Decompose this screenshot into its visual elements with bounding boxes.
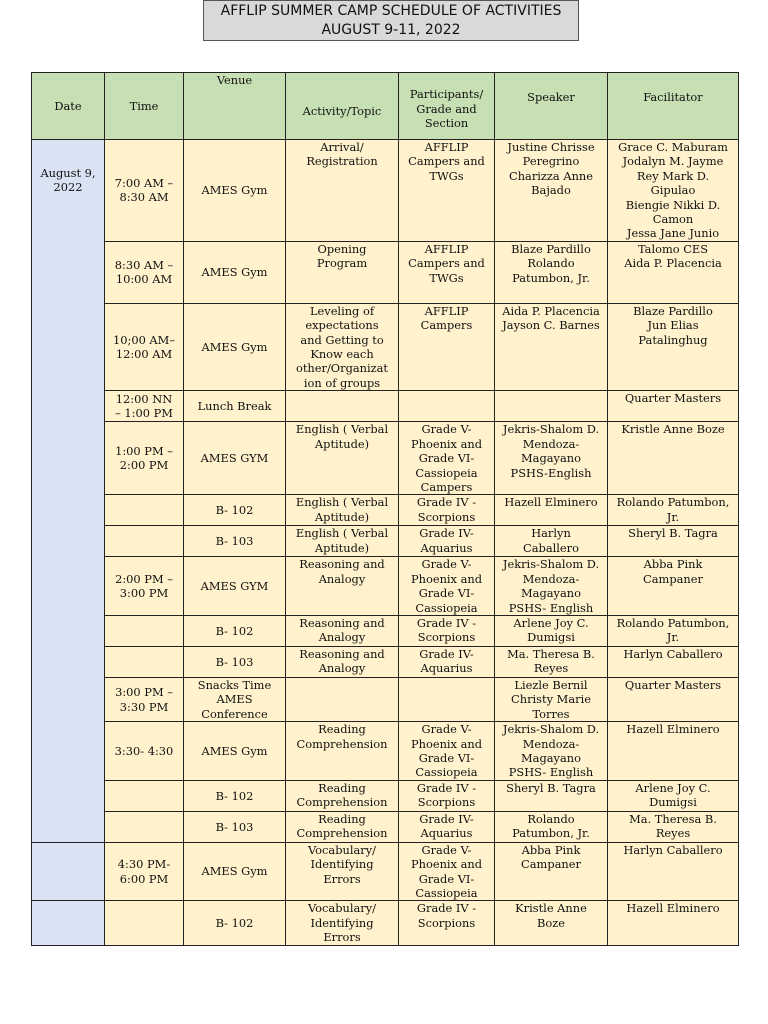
date-cell: August 9, 2022 [32, 140, 105, 843]
time-cell: 10;00 AM– 12:00 AM [105, 303, 184, 390]
facilitator-cell: Quarter Masters [608, 677, 739, 721]
title-line-1: AFFLIP SUMMER CAMP SCHEDULE OF ACTIVITIES [220, 3, 562, 19]
facilitator-cell: Harlyn Caballero [608, 842, 739, 901]
table-row [32, 526, 739, 557]
facilitator-cell: Ma. Theresa B. Reyes [608, 811, 739, 842]
time-cell [105, 495, 184, 526]
table-row [32, 241, 739, 303]
participants-cell: Grade IV- Aquarius [399, 811, 495, 842]
venue-cell: AMES Gym [184, 241, 286, 303]
activity-cell: Reasoning and Analogy [286, 557, 399, 616]
participants-cell: AFFLIP Campers [399, 303, 495, 390]
venue-cell: AMES Gym [184, 722, 286, 781]
speaker-cell: Justine Chrisse Peregrino Charizza Anne Bajado [495, 140, 608, 242]
activity-cell: Reading Comprehension [286, 811, 399, 842]
table-row [32, 140, 739, 242]
table-row [32, 780, 739, 811]
speaker-cell: Aida P. Placencia Jayson C. Barnes [495, 303, 608, 390]
activity-cell: Reasoning and Analogy [286, 615, 399, 646]
header-activity: Activity/Topic [286, 73, 399, 140]
table-row [32, 677, 739, 721]
activity-cell: Vocabulary/ Identifying Errors [286, 901, 399, 945]
facilitator-cell: Hazell Elminero [608, 722, 739, 781]
speaker-cell: Hazell Elminero [495, 495, 608, 526]
time-cell: 12:00 NN – 1:00 PM [105, 391, 184, 422]
time-cell [105, 526, 184, 557]
activity-cell: Arrival/ Registration [286, 140, 399, 242]
venue-cell: AMES Gym [184, 140, 286, 242]
venue-cell: AMES Gym [184, 303, 286, 390]
participants-cell: Grade V- Phoenix and Grade VI- Cassiopeia [399, 842, 495, 901]
document-title [203, 0, 579, 41]
facilitator-cell: Quarter Masters [608, 391, 739, 422]
venue-cell: B- 103 [184, 526, 286, 557]
venue-cell: AMES GYM [184, 557, 286, 616]
facilitator-cell: Kristle Anne Boze [608, 422, 739, 495]
header-participants: Participants/ Grade and Section [399, 73, 495, 140]
table-row [32, 391, 739, 422]
venue-cell: B- 102 [184, 780, 286, 811]
speaker-cell: Jekris-Shalom D. Mendoza- Magayano PSHS- English [495, 557, 608, 616]
date-cell [32, 842, 105, 901]
header-row [32, 73, 739, 140]
schedule-table [31, 72, 739, 946]
time-cell: 1:00 PM – 2:00 PM [105, 422, 184, 495]
participants-cell: Grade V- Phoenix and Grade VI- Cassiopeia Campers [399, 422, 495, 495]
time-cell: 3:30- 4:30 [105, 722, 184, 781]
activity-cell: Reading Comprehension [286, 780, 399, 811]
header-speaker: Speaker [495, 73, 608, 140]
table-row [32, 842, 739, 901]
table-row [32, 615, 739, 646]
participants-cell: AFFLIP Campers and TWGs [399, 241, 495, 303]
facilitator-cell: Blaze Pardillo Jun Elias Patalinghug [608, 303, 739, 390]
speaker-cell: Jekris-Shalom D. Mendoza- Magayano PSHS- English [495, 722, 608, 781]
facilitator-cell: Rolando Patumbon, Jr. [608, 615, 739, 646]
venue-cell: B- 103 [184, 811, 286, 842]
title-line-2: AUGUST 9-11, 2022 [321, 22, 461, 38]
activity-cell: Leveling of expectations and Getting to Know each other/Organizat ion of groups [286, 303, 399, 390]
header-time: Time [105, 73, 184, 140]
header-venue: Venue [184, 73, 286, 140]
participants-cell: Grade IV - Scorpions [399, 615, 495, 646]
venue-cell: AMES Gym [184, 842, 286, 901]
table-row [32, 303, 739, 390]
table-row [32, 557, 739, 616]
time-cell: 4:30 PM- 6:00 PM [105, 842, 184, 901]
table-row [32, 811, 739, 842]
participants-cell: Grade IV- Aquarius [399, 526, 495, 557]
activity-cell: English ( Verbal Aptitude) [286, 422, 399, 495]
time-cell: 2:00 PM – 3:00 PM [105, 557, 184, 616]
participants-cell: Grade V- Phoenix and Grade VI- Cassiopeia [399, 557, 495, 616]
venue-cell: AMES GYM [184, 422, 286, 495]
speaker-cell: Sheryl B. Tagra [495, 780, 608, 811]
time-cell [105, 811, 184, 842]
table-row [32, 646, 739, 677]
venue-cell: B- 102 [184, 495, 286, 526]
facilitator-cell: Rolando Patumbon, Jr. [608, 495, 739, 526]
participants-cell: Grade IV - Scorpions [399, 780, 495, 811]
activity-cell: English ( Verbal Aptitude) [286, 495, 399, 526]
table-row [32, 422, 739, 495]
participants-cell: Grade IV - Scorpions [399, 901, 495, 945]
time-cell [105, 615, 184, 646]
speaker-cell: Liezle Bernil Christy Marie Torres [495, 677, 608, 721]
time-cell: 3:00 PM – 3:30 PM [105, 677, 184, 721]
table-row [32, 722, 739, 781]
date-cell [32, 901, 105, 945]
speaker-cell [495, 391, 608, 422]
time-cell: 8:30 AM – 10:00 AM [105, 241, 184, 303]
header-date: Date [32, 73, 105, 140]
facilitator-cell: Harlyn Caballero [608, 646, 739, 677]
participants-cell [399, 677, 495, 721]
speaker-cell: Harlyn Caballero [495, 526, 608, 557]
facilitator-cell: Talomo CES Aida P. Placencia [608, 241, 739, 303]
venue-cell: B- 102 [184, 615, 286, 646]
speaker-cell: Abba Pink Campaner [495, 842, 608, 901]
participants-cell [399, 391, 495, 422]
time-cell: 7:00 AM – 8:30 AM [105, 140, 184, 242]
speaker-cell: Blaze Pardillo Rolando Patumbon, Jr. [495, 241, 608, 303]
speaker-cell: Rolando Patumbon, Jr. [495, 811, 608, 842]
header-facilitator: Facilitator [608, 73, 739, 140]
speaker-cell: Jekris-Shalom D. Mendoza- Magayano PSHS-English [495, 422, 608, 495]
time-cell [105, 646, 184, 677]
facilitator-cell: Arlene Joy C. Dumigsi [608, 780, 739, 811]
facilitator-cell: Grace C. Maburam Jodalyn M. Jayme Rey Mark D. Gipulao Biengie Nikki D. Camon Jessa Jane Junio [608, 140, 739, 242]
activity-cell [286, 677, 399, 721]
venue-cell: Snacks Time AMES Conference [184, 677, 286, 721]
activity-cell: Reading Comprehension [286, 722, 399, 781]
table-row [32, 495, 739, 526]
venue-cell: B- 103 [184, 646, 286, 677]
activity-cell: Opening Program [286, 241, 399, 303]
participants-cell: Grade IV- Aquarius [399, 646, 495, 677]
time-cell [105, 780, 184, 811]
activity-cell [286, 391, 399, 422]
activity-cell: English ( Verbal Aptitude) [286, 526, 399, 557]
facilitator-cell: Sheryl B. Tagra [608, 526, 739, 557]
speaker-cell: Kristle Anne Boze [495, 901, 608, 945]
speaker-cell: Arlene Joy C. Dumigsi [495, 615, 608, 646]
participants-cell: Grade V- Phoenix and Grade VI- Cassiopeia [399, 722, 495, 781]
facilitator-cell: Hazell Elminero [608, 901, 739, 945]
table-row [32, 901, 739, 945]
participants-cell: Grade IV - Scorpions [399, 495, 495, 526]
participants-cell: AFFLIP Campers and TWGs [399, 140, 495, 242]
venue-cell: B- 102 [184, 901, 286, 945]
activity-cell: Reasoning and Analogy [286, 646, 399, 677]
facilitator-cell: Abba Pink Campaner [608, 557, 739, 616]
venue-cell: Lunch Break [184, 391, 286, 422]
speaker-cell: Ma. Theresa B. Reyes [495, 646, 608, 677]
activity-cell: Vocabulary/ Identifying Errors [286, 842, 399, 901]
time-cell [105, 901, 184, 945]
